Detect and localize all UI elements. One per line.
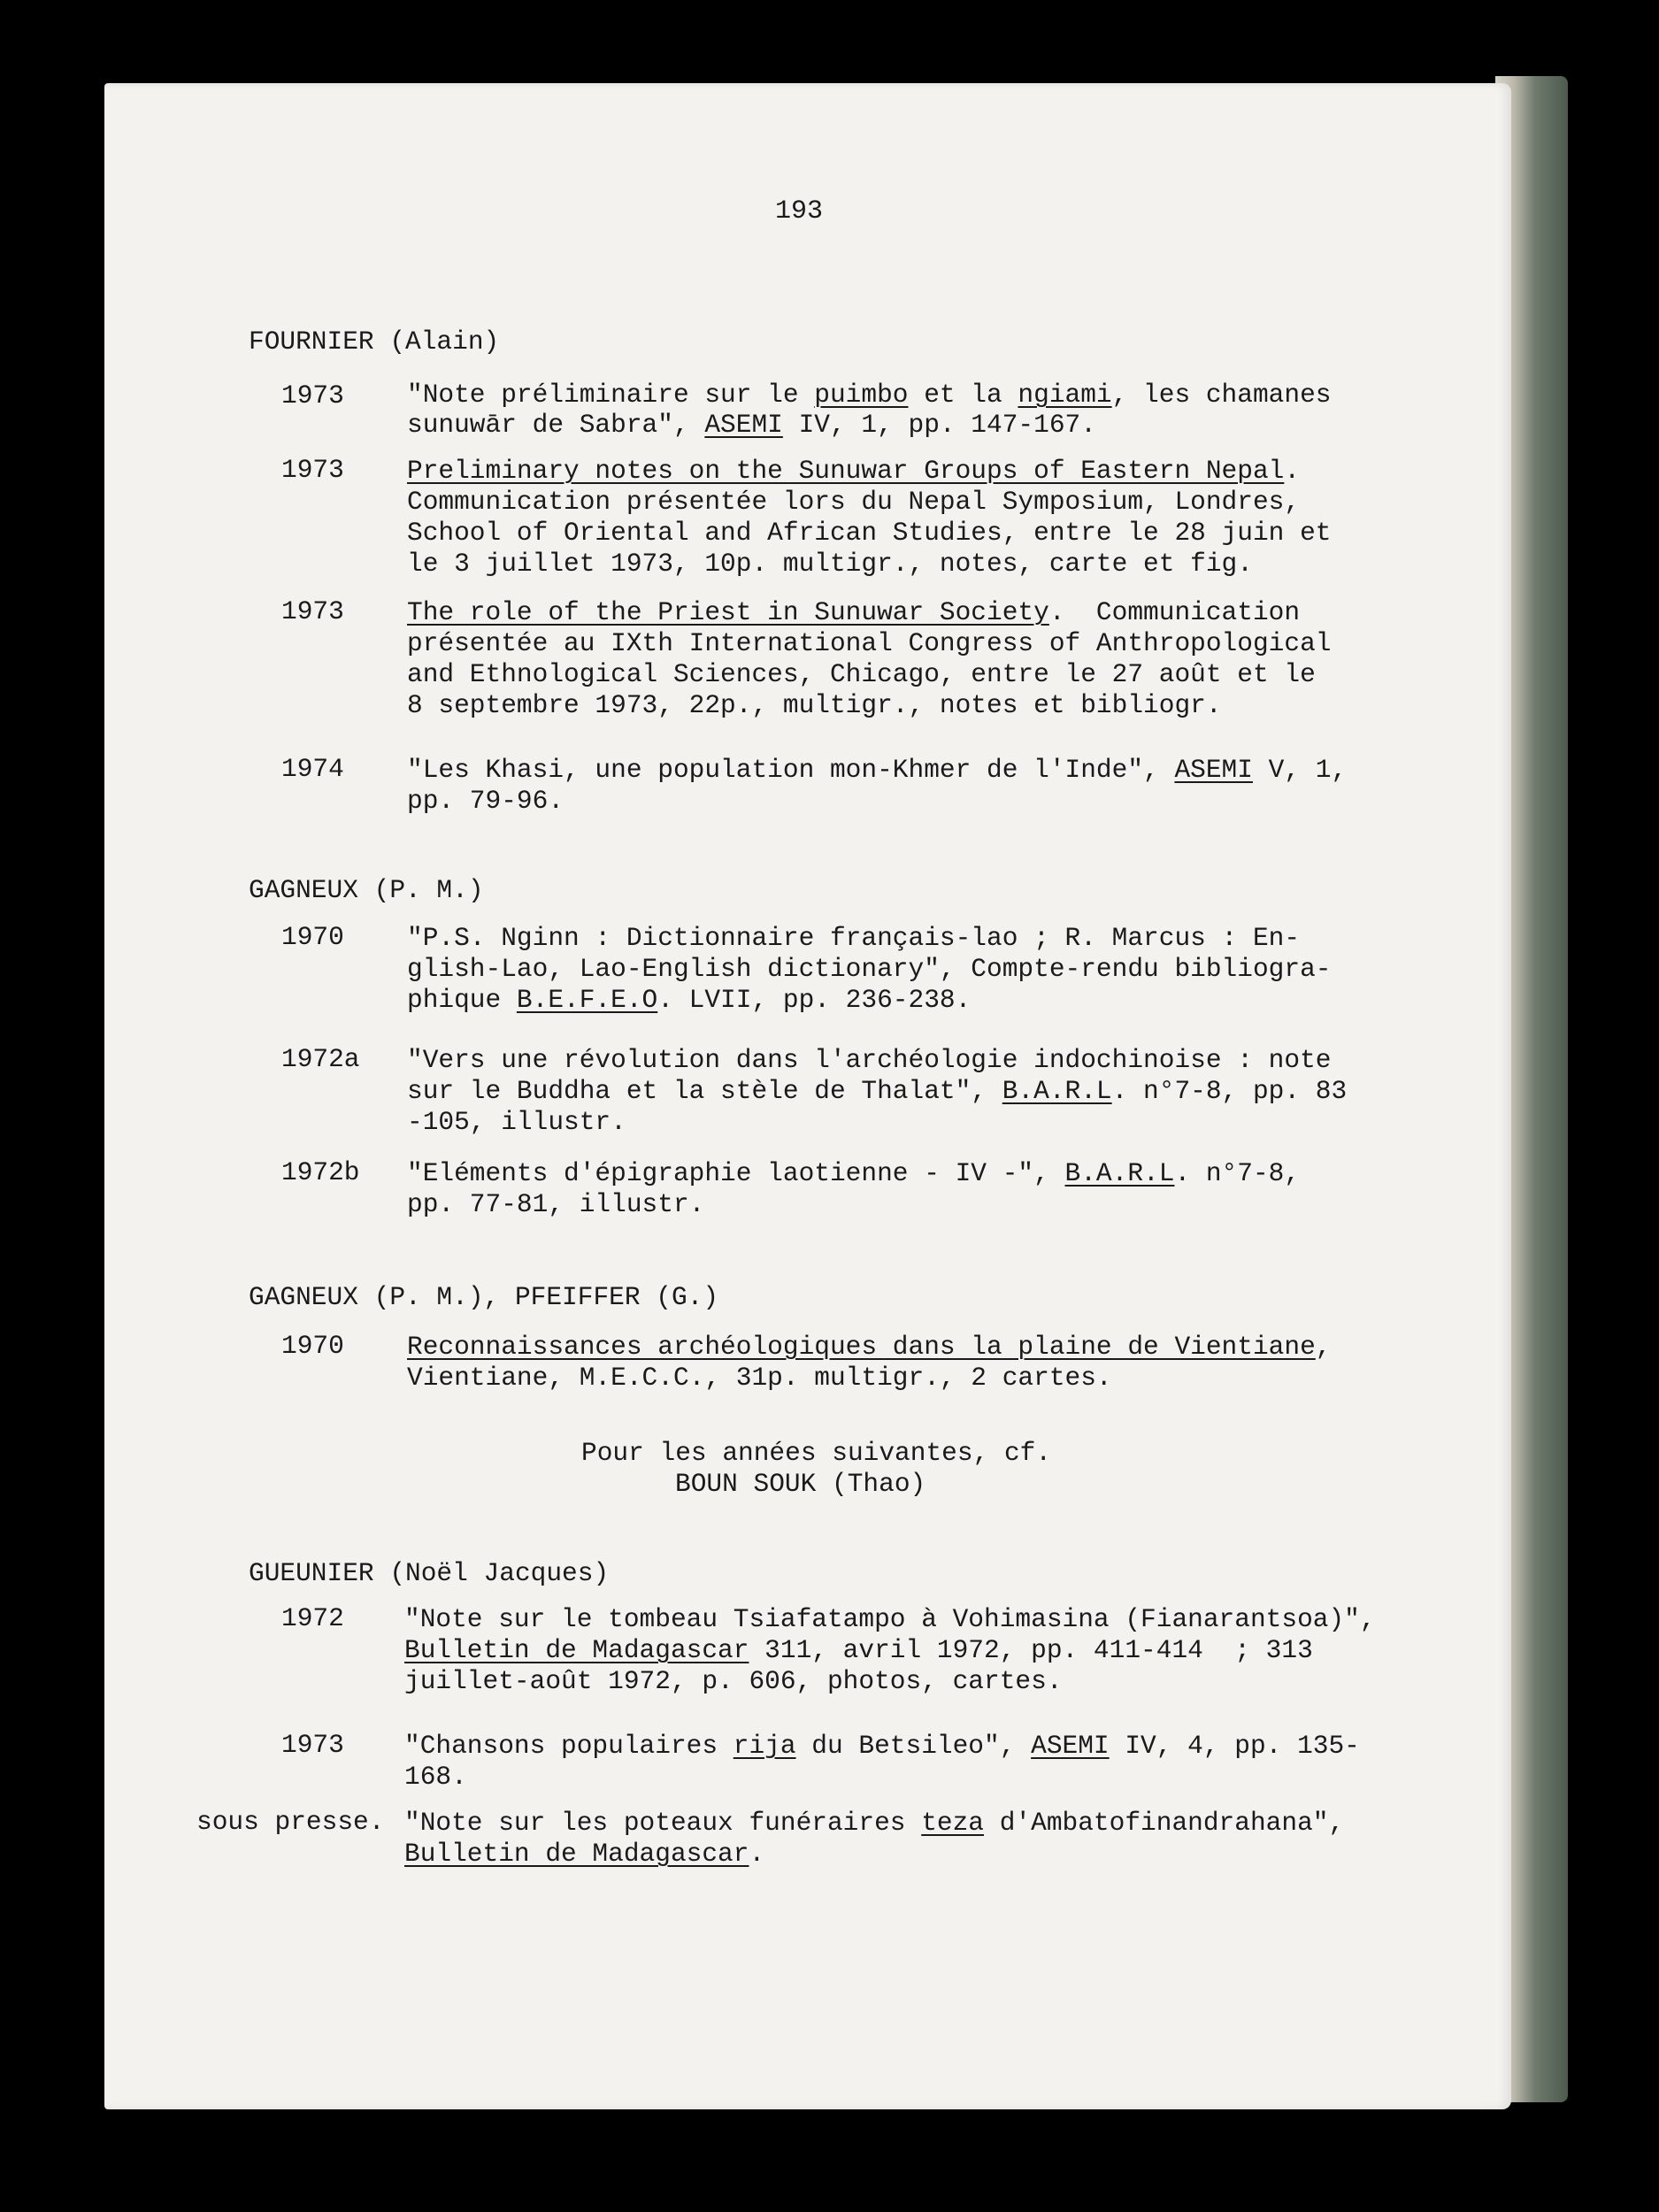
see-also-name: BOUN SOUK (Thao) xyxy=(675,1469,926,1499)
page-number: 193 xyxy=(775,196,824,227)
entry-year: 1972 xyxy=(281,1603,344,1633)
entry-year: 1972a xyxy=(281,1044,360,1074)
author-heading: GAGNEUX (P. M.) xyxy=(249,875,484,905)
entry-line: Bulletin de Madagascar. xyxy=(404,1839,765,1869)
entry-line: -105, illustr. xyxy=(407,1107,626,1137)
entry-line: "Note sur le tombeau Tsiafatampo à Vohimasina (Fianarantsoa)", xyxy=(404,1604,1376,1634)
entry-year: 1970 xyxy=(281,922,344,952)
entry-year: 1973 xyxy=(281,1730,344,1760)
entry-line: "P.S. Nginn : Dictionnaire français-lao ; R. Marcus : En- xyxy=(407,923,1301,953)
entry-year: 1972b xyxy=(281,1157,360,1187)
entry-year: 1970 xyxy=(281,1331,344,1361)
author-heading: GUEUNIER (Noël Jacques) xyxy=(249,1558,610,1588)
entry-line: and Ethnological Sciences, Chicago, entre le 27 août et le xyxy=(407,659,1316,689)
entry-year: sous presse. xyxy=(196,1807,385,1837)
entry-line: "Eléments d'épigraphie laotienne - IV -", B.A.R.L. n°7-8, xyxy=(407,1158,1301,1188)
entry-year: 1973 xyxy=(281,596,344,626)
entry-line: sunuwār de Sabra", ASEMI IV, 1, pp. 147-167. xyxy=(407,410,1096,440)
entry-line: Vientiane, M.E.C.C., 31p. multigr., 2 cartes. xyxy=(407,1363,1112,1393)
entry-line: phique B.E.F.E.O. LVII, pp. 236-238. xyxy=(407,985,972,1015)
entry-line: glish-Lao, Lao-English dictionary", Compte-rendu bibliogra- xyxy=(407,954,1332,984)
entry-line: pp. 79-96. xyxy=(407,786,565,816)
author-heading: GAGNEUX (P. M.), PFEIFFER (G.) xyxy=(249,1282,719,1312)
entry-line: le 3 juillet 1973, 10p. multigr., notes, carte et fig. xyxy=(407,549,1253,579)
entry-line: pp. 77-81, illustr. xyxy=(407,1189,705,1219)
entry-line: "Les Khasi, une population mon-Khmer de l'Inde", ASEMI V, 1, xyxy=(407,755,1348,785)
entry-line: School of Oriental and African Studies, entre le 28 juin et xyxy=(407,518,1332,548)
entry-line: 168. xyxy=(404,1762,467,1792)
entry-line: The role of the Priest in Sunuwar Society. Communication xyxy=(407,597,1301,627)
entry-line: Communication présentée lors du Nepal Symposium, Londres, xyxy=(407,487,1301,517)
entry-year: 1973 xyxy=(281,380,344,411)
entry-line: 8 septembre 1973, 22p., multigr., notes et bibliogr. xyxy=(407,690,1222,720)
entry-line: présentée au IXth International Congress of Anthropological xyxy=(407,628,1332,658)
entry-line: juillet-août 1972, p. 606, photos, cartes. xyxy=(404,1666,1063,1696)
entry-line: Bulletin de Madagascar 311, avril 1972, pp. 411-414 ; 313 xyxy=(404,1635,1313,1665)
entry-line: sur le Buddha et la stèle de Thalat", B.A.R.L. n°7-8, pp. 83 xyxy=(407,1076,1348,1106)
entry-line: "Note sur les poteaux funéraires teza d'Ambatofinandrahana", xyxy=(404,1808,1345,1838)
author-heading: FOURNIER (Alain) xyxy=(249,326,500,357)
entry-year: 1973 xyxy=(281,455,344,485)
entry-line: "Note préliminaire sur le puimbo et la ngiami, les chamanes xyxy=(407,380,1332,410)
entry-year: 1974 xyxy=(281,754,344,784)
entry-line: "Chansons populaires rija du Betsileo", ASEMI IV, 4, pp. 135- xyxy=(404,1731,1360,1761)
entry-line: "Vers une révolution dans l'archéologie indochinoise : note xyxy=(407,1045,1332,1075)
entry-line: Preliminary notes on the Sunuwar Groups of Eastern Nepal. xyxy=(407,456,1301,486)
entry-line: Reconnaissances archéologiques dans la plaine de Vientiane, xyxy=(407,1332,1332,1362)
see-also-note: Pour les années suivantes, cf. xyxy=(581,1438,1052,1468)
